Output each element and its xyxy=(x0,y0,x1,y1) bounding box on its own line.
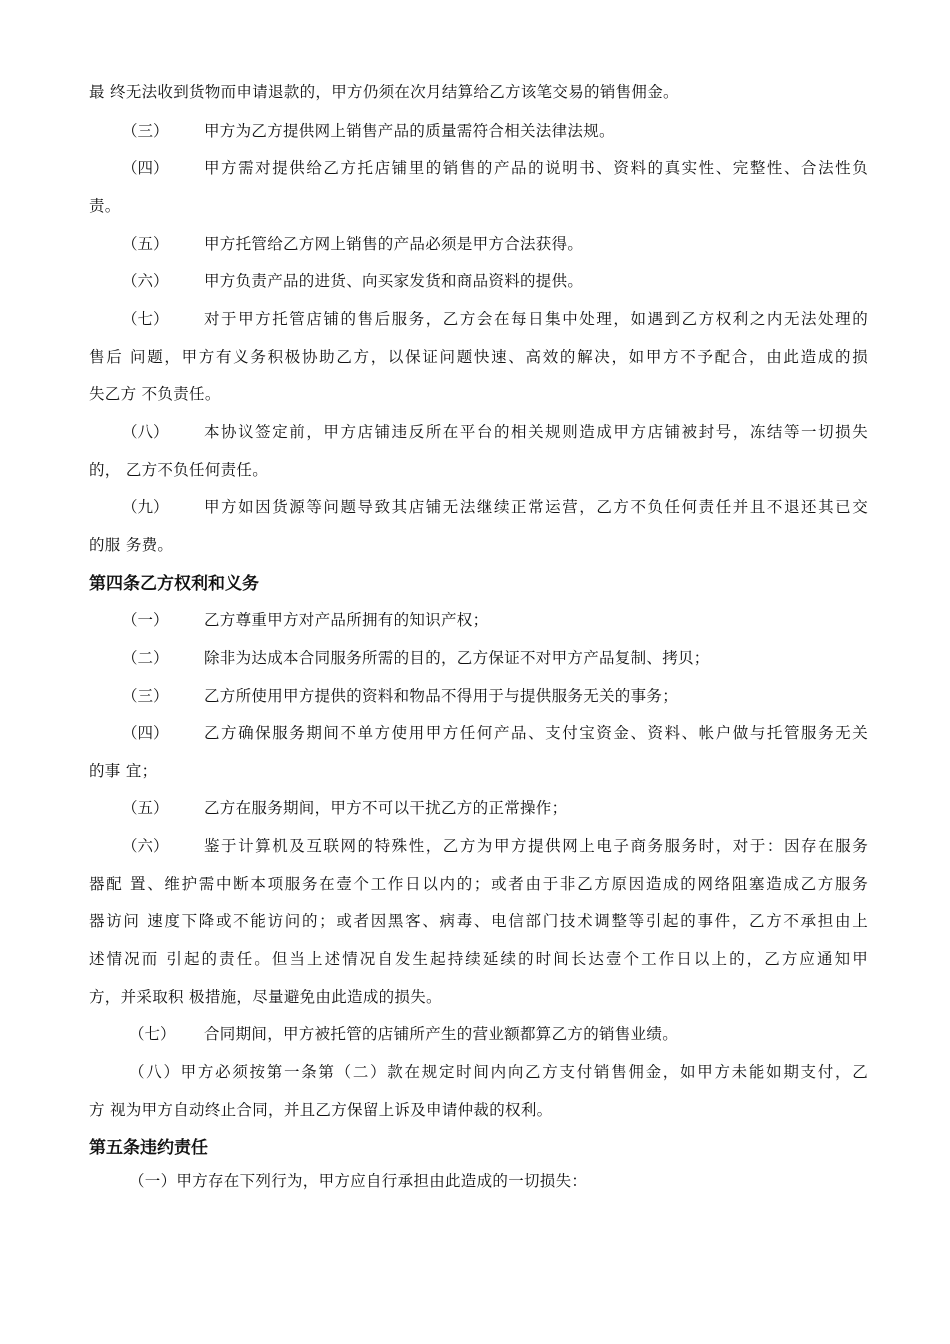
clause-text: 甲方托管给乙方网上销售的产品必须是甲方合法获得。 xyxy=(204,235,584,253)
clause-number: （八） xyxy=(122,423,169,441)
clause-text: 甲方需对提供给乙方托店铺里的销售的产品的说明书、资料的真实性、完整性、合法性负 xyxy=(204,159,868,177)
clause-number: （四） xyxy=(122,159,169,177)
clause-continuation: 方，并采取积 极措施，尽量避免由此造成的损失。 xyxy=(89,988,442,1006)
clause-number: （六） xyxy=(122,272,169,290)
clause-continuation: 责。 xyxy=(89,197,121,215)
clause-continuation: 器访问 速度下降或不能访问的；或者因黑客、病毒、电信部门技术调整等引起的事件，乙方不承担由上 xyxy=(89,912,868,930)
section-heading: 第四条乙方权利和义务 xyxy=(89,574,259,594)
clause-number: （三） xyxy=(122,122,169,140)
clause-number: （七） xyxy=(122,310,169,328)
clause-continuation: 的事 宜； xyxy=(89,762,158,780)
clause-text: 本协议签定前，甲方店铺违反所在平台的相关规则造成甲方店铺被封号，冻结等一切损失 xyxy=(204,423,868,441)
clause-number: （九） xyxy=(122,498,169,516)
clause-continuation: 述情况而 引起的责任。但当上述情况自发生起持续延续的时间长达壹个工作日以上的，乙方应通知甲 xyxy=(89,950,868,968)
clause-text: 甲方如因货源等问题导致其店铺无法继续正常运营，乙方不负任何责任并且不退还其已交 xyxy=(204,498,868,516)
clause-number: （一） xyxy=(122,611,169,629)
clause-text: 合同期间，甲方被托管的店铺所产生的营业额都算乙方的销售业绩。 xyxy=(204,1025,679,1043)
clause-number: （三） xyxy=(122,687,169,705)
clause-text: 乙方确保服务期间不单方使用甲方任何产品、支付宝资金、资料、帐户做与托管服务无关 xyxy=(204,724,868,742)
clause-text: （一）甲方存在下列行为，甲方应自行承担由此造成的一切损失： xyxy=(129,1172,588,1190)
clause-number: （二） xyxy=(122,649,169,667)
section-heading: 第五条违约责任 xyxy=(89,1138,208,1158)
paragraph-line: 最 终无法收到货物而申请退款的，甲方仍须在次月结算给乙方该笔交易的销售佣金。 xyxy=(89,83,679,101)
clause-text: （八）甲方必须按第一条第（二）款在规定时间内向乙方支付销售佣金，如甲方未能如期支付，乙 xyxy=(129,1063,868,1081)
clause-continuation: 方 视为甲方自动终止合同，并且乙方保留上诉及申请仲裁的权利。 xyxy=(89,1101,553,1119)
clause-number: （七） xyxy=(129,1025,176,1043)
clause-number: （五） xyxy=(122,799,169,817)
clause-continuation: 器配 置、维护需中断本项服务在壹个工作日以内的；或者由于非乙方原因造成的网络阻塞造成乙方服务 xyxy=(89,875,868,893)
clause-continuation: 失乙方 不负责任。 xyxy=(89,385,221,403)
clause-continuation: 售后 问题，甲方有义务积极协助乙方，以保证问题快速、高效的解决，如甲方不予配合，由此造成的损 xyxy=(89,348,868,366)
clause-number: （六） xyxy=(122,837,169,855)
clause-text: 乙方在服务期间，甲方不可以干扰乙方的正常操作； xyxy=(204,799,568,817)
clause-text: 除非为达成本合同服务所需的目的，乙方保证不对甲方产品复制、拷贝； xyxy=(204,649,710,667)
clause-continuation: 的服 务费。 xyxy=(89,536,174,554)
clause-text: 乙方所使用甲方提供的资料和物品不得用于与提供服务无关的事务； xyxy=(204,687,679,705)
clause-text: 甲方负责产品的进货、向买家发货和商品资料的提供。 xyxy=(204,272,584,290)
clause-text: 甲方为乙方提供网上销售产品的质量需符合相关法律法规。 xyxy=(204,122,615,140)
clause-continuation: 的， 乙方不负任何责任。 xyxy=(89,461,269,479)
clause-text: 鉴于计算机及互联网的特殊性，乙方为甲方提供网上电子商务服务时，对于：因存在服务 xyxy=(204,837,868,855)
clause-text: 对于甲方托管店铺的售后服务，乙方会在每日集中处理，如遇到乙方权利之内无法处理的 xyxy=(204,310,868,328)
clause-text: 乙方尊重甲方对产品所拥有的知识产权； xyxy=(204,611,489,629)
clause-number: （四） xyxy=(122,724,169,742)
clause-number: （五） xyxy=(122,235,169,253)
